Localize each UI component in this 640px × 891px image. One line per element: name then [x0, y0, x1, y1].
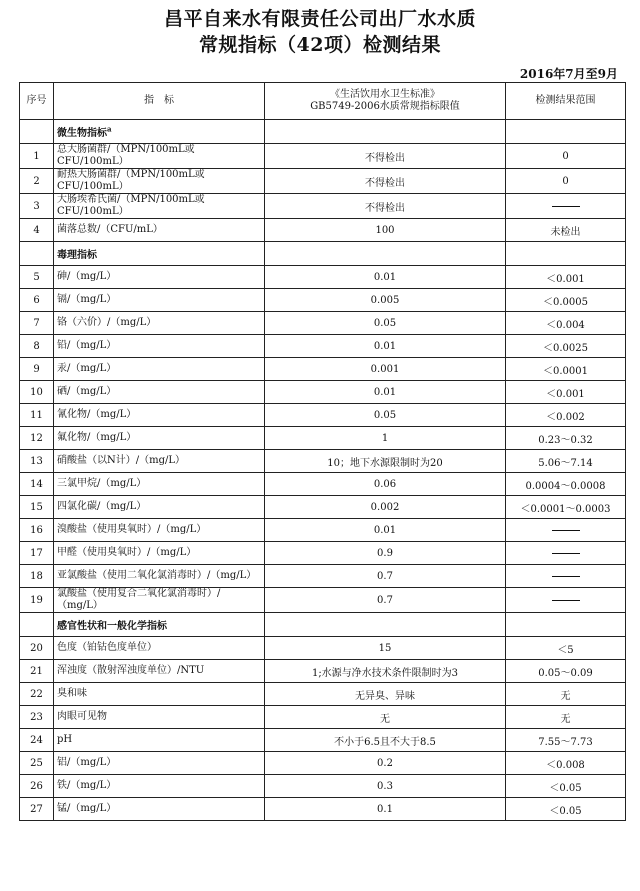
indicator-name: 亚氯酸盐（使用二氧化氯消毒时）/（mg/L） [54, 565, 265, 588]
row-number: 27 [20, 798, 54, 821]
test-result: 无 [506, 683, 626, 706]
row-number: 21 [20, 660, 54, 683]
row-number: 8 [20, 335, 54, 358]
section-title: 毒理指标 [57, 250, 97, 261]
table-row [20, 358, 626, 381]
test-result [506, 542, 626, 565]
indicator-name: 色度（铂钴色度单位） [54, 637, 265, 660]
standard-limit: 0.01 [265, 335, 506, 358]
test-result [506, 519, 626, 542]
test-result: ＜0.001 [506, 381, 626, 404]
indicator-name: 甲醛（使用臭氧时）/（mg/L） [54, 542, 265, 565]
standard-limit: 0.3 [265, 775, 506, 798]
standard-limit: 0.005 [265, 289, 506, 312]
row-number: 7 [20, 312, 54, 335]
test-result [506, 194, 626, 219]
section-limit-cell [265, 120, 506, 144]
row-number: 12 [20, 427, 54, 450]
section-row [20, 613, 626, 637]
test-result: ＜0.0001～0.0003 [506, 496, 626, 519]
standard-limit: 无 [265, 706, 506, 729]
standard-limit: 100 [265, 219, 506, 242]
header-result: 检测结果范围 [506, 83, 626, 120]
section-limit-cell [265, 613, 506, 637]
table-row [20, 542, 626, 565]
indicator-name: 铝/（mg/L） [54, 752, 265, 775]
test-result: ＜0.002 [506, 404, 626, 427]
header-row [20, 83, 626, 120]
table-row [20, 588, 626, 613]
standard-limit: 1 [265, 427, 506, 450]
indicator-name: 溴酸盐（使用臭氧时）/（mg/L） [54, 519, 265, 542]
table-row [20, 289, 626, 312]
indicator-name: 氟化物/（mg/L） [54, 427, 265, 450]
table-row [20, 219, 626, 242]
section-title-cell [54, 613, 265, 637]
test-result: ＜0.05 [506, 798, 626, 821]
table-row [20, 312, 626, 335]
row-number: 19 [20, 588, 54, 613]
row-number: 5 [20, 266, 54, 289]
report-period: 2016年7月至9月 [519, 67, 618, 81]
indicator-name: 铁/（mg/L） [54, 775, 265, 798]
table-row [20, 683, 626, 706]
table-row [20, 565, 626, 588]
test-result [506, 588, 626, 613]
indicator-name: 四氯化碳/（mg/L） [54, 496, 265, 519]
header-limit-line-1: 《生活饮用水卫生标准》 [330, 89, 440, 100]
indicator-name: 臭和味 [54, 683, 265, 706]
test-result: ＜0.05 [506, 775, 626, 798]
indicator-name: 铬（六价）/（mg/L） [54, 312, 265, 335]
test-result: ＜0.0001 [506, 358, 626, 381]
section-limit-cell [265, 242, 506, 266]
indicator-name: 氯酸盐（使用复合二氧化氯消毒时）/（mg/L） [54, 588, 265, 613]
table-row [20, 266, 626, 289]
test-result [506, 565, 626, 588]
row-number: 23 [20, 706, 54, 729]
row-number: 11 [20, 404, 54, 427]
table-row [20, 706, 626, 729]
table-row [20, 335, 626, 358]
section-result-cell [506, 613, 626, 637]
row-number: 16 [20, 519, 54, 542]
test-result: 0 [506, 144, 626, 169]
row-number: 10 [20, 381, 54, 404]
test-result: ＜0.004 [506, 312, 626, 335]
not-applicable-dash [552, 553, 580, 554]
standard-limit: 0.01 [265, 381, 506, 404]
section-no-cell [20, 120, 54, 144]
test-result: 5.06～7.14 [506, 450, 626, 473]
row-number: 25 [20, 752, 54, 775]
test-result: 0.05～0.09 [506, 660, 626, 683]
header-limit [265, 83, 506, 120]
table-row [20, 519, 626, 542]
table-row [20, 637, 626, 660]
table-row [20, 450, 626, 473]
standard-limit: 0.2 [265, 752, 506, 775]
table-row [20, 144, 626, 169]
standard-limit: 0.05 [265, 404, 506, 427]
indicator-name: 砷/（mg/L） [54, 266, 265, 289]
standard-limit: 0.001 [265, 358, 506, 381]
table-body [20, 83, 626, 821]
indicator-name: 硒/（mg/L） [54, 381, 265, 404]
standard-limit: 0.01 [265, 266, 506, 289]
section-row [20, 242, 626, 266]
footnote-mark: a [107, 124, 112, 134]
table-row [20, 798, 626, 821]
indicator-name: 菌落总数/（CFU/mL） [54, 219, 265, 242]
table-row [20, 496, 626, 519]
test-result: ＜0.0025 [506, 335, 626, 358]
standard-limit: 0.9 [265, 542, 506, 565]
indicator-name: 氰化物/（mg/L） [54, 404, 265, 427]
table-row [20, 194, 626, 219]
section-title: 微生物指标 [57, 128, 107, 139]
standard-limit: 无异臭、异味 [265, 683, 506, 706]
title-line-2: 常规指标（42项）检测结果 [199, 34, 441, 56]
indicator-name: 锰/（mg/L） [54, 798, 265, 821]
test-result: 0.23～0.32 [506, 427, 626, 450]
table-row [20, 752, 626, 775]
row-number: 17 [20, 542, 54, 565]
row-number: 15 [20, 496, 54, 519]
test-result: 0 [506, 169, 626, 194]
test-result: 7.55～7.73 [506, 729, 626, 752]
row-number: 1 [20, 144, 54, 169]
section-title-cell [54, 120, 265, 144]
test-result: ＜0.001 [506, 266, 626, 289]
indicator-name: 汞/（mg/L） [54, 358, 265, 381]
standard-limit: 1;水源与净水技术条件限制时为3 [265, 660, 506, 683]
indicator-name: 耐热大肠菌群/（MPN/100mL或CFU/100mL） [54, 169, 265, 194]
not-applicable-dash [552, 206, 580, 207]
row-number: 14 [20, 473, 54, 496]
table-row [20, 473, 626, 496]
indicator-name: 三氯甲烷/（mg/L） [54, 473, 265, 496]
standard-limit: 不得检出 [265, 169, 506, 194]
row-number: 20 [20, 637, 54, 660]
standard-limit: 0.1 [265, 798, 506, 821]
standard-limit: 0.7 [265, 565, 506, 588]
section-title-cell [54, 242, 265, 266]
row-number: 22 [20, 683, 54, 706]
indicator-name: 镉/（mg/L） [54, 289, 265, 312]
section-no-cell [20, 242, 54, 266]
standard-limit: 不得检出 [265, 194, 506, 219]
row-number: 3 [20, 194, 54, 219]
table-row [20, 660, 626, 683]
water-quality-table [19, 82, 626, 821]
row-number: 6 [20, 289, 54, 312]
header-indicator: 指 标 [54, 83, 265, 120]
indicator-name: pH [54, 729, 265, 752]
row-number: 2 [20, 169, 54, 194]
indicator-name: 硝酸盐（以N计）/（mg/L） [54, 450, 265, 473]
test-result: ＜5 [506, 637, 626, 660]
test-result: 未检出 [506, 219, 626, 242]
row-number: 13 [20, 450, 54, 473]
table-row [20, 729, 626, 752]
section-title: 感官性状和一般化学指标 [57, 621, 167, 632]
not-applicable-dash [552, 576, 580, 577]
not-applicable-dash [552, 530, 580, 531]
section-row [20, 120, 626, 144]
section-result-cell [506, 120, 626, 144]
test-result: ＜0.008 [506, 752, 626, 775]
indicator-name: 肉眼可见物 [54, 706, 265, 729]
test-result: ＜0.0005 [506, 289, 626, 312]
table-row [20, 404, 626, 427]
not-applicable-dash [552, 600, 580, 601]
standard-limit: 15 [265, 637, 506, 660]
header-limit-line-2: GB5749-2006水质常规指标限值 [310, 101, 460, 112]
test-result: 无 [506, 706, 626, 729]
header-no: 序号 [20, 83, 54, 120]
indicator-name: 总大肠菌群/（MPN/100mL或CFU/100mL） [54, 144, 265, 169]
standard-limit: 0.002 [265, 496, 506, 519]
standard-limit: 10；地下水源限制时为20 [265, 450, 506, 473]
section-no-cell [20, 613, 54, 637]
row-number: 9 [20, 358, 54, 381]
document-title [0, 6, 640, 58]
table-row [20, 381, 626, 404]
test-result: 0.0004～0.0008 [506, 473, 626, 496]
standard-limit: 不得检出 [265, 144, 506, 169]
title-line-1: 昌平自来水有限责任公司出厂水水质 [163, 8, 476, 30]
indicator-name: 浑浊度（散射浑浊度单位）/NTU [54, 660, 265, 683]
standard-limit: 不小于6.5且不大于8.5 [265, 729, 506, 752]
row-number: 24 [20, 729, 54, 752]
table-row [20, 775, 626, 798]
table-row [20, 169, 626, 194]
section-result-cell [506, 242, 626, 266]
standard-limit: 0.05 [265, 312, 506, 335]
table-row [20, 427, 626, 450]
indicator-name: 大肠埃希氏菌/（MPN/100mL或CFU/100mL） [54, 194, 265, 219]
row-number: 18 [20, 565, 54, 588]
standard-limit: 0.06 [265, 473, 506, 496]
indicator-name: 铅/（mg/L） [54, 335, 265, 358]
row-number: 4 [20, 219, 54, 242]
row-number: 26 [20, 775, 54, 798]
standard-limit: 0.7 [265, 588, 506, 613]
standard-limit: 0.01 [265, 519, 506, 542]
